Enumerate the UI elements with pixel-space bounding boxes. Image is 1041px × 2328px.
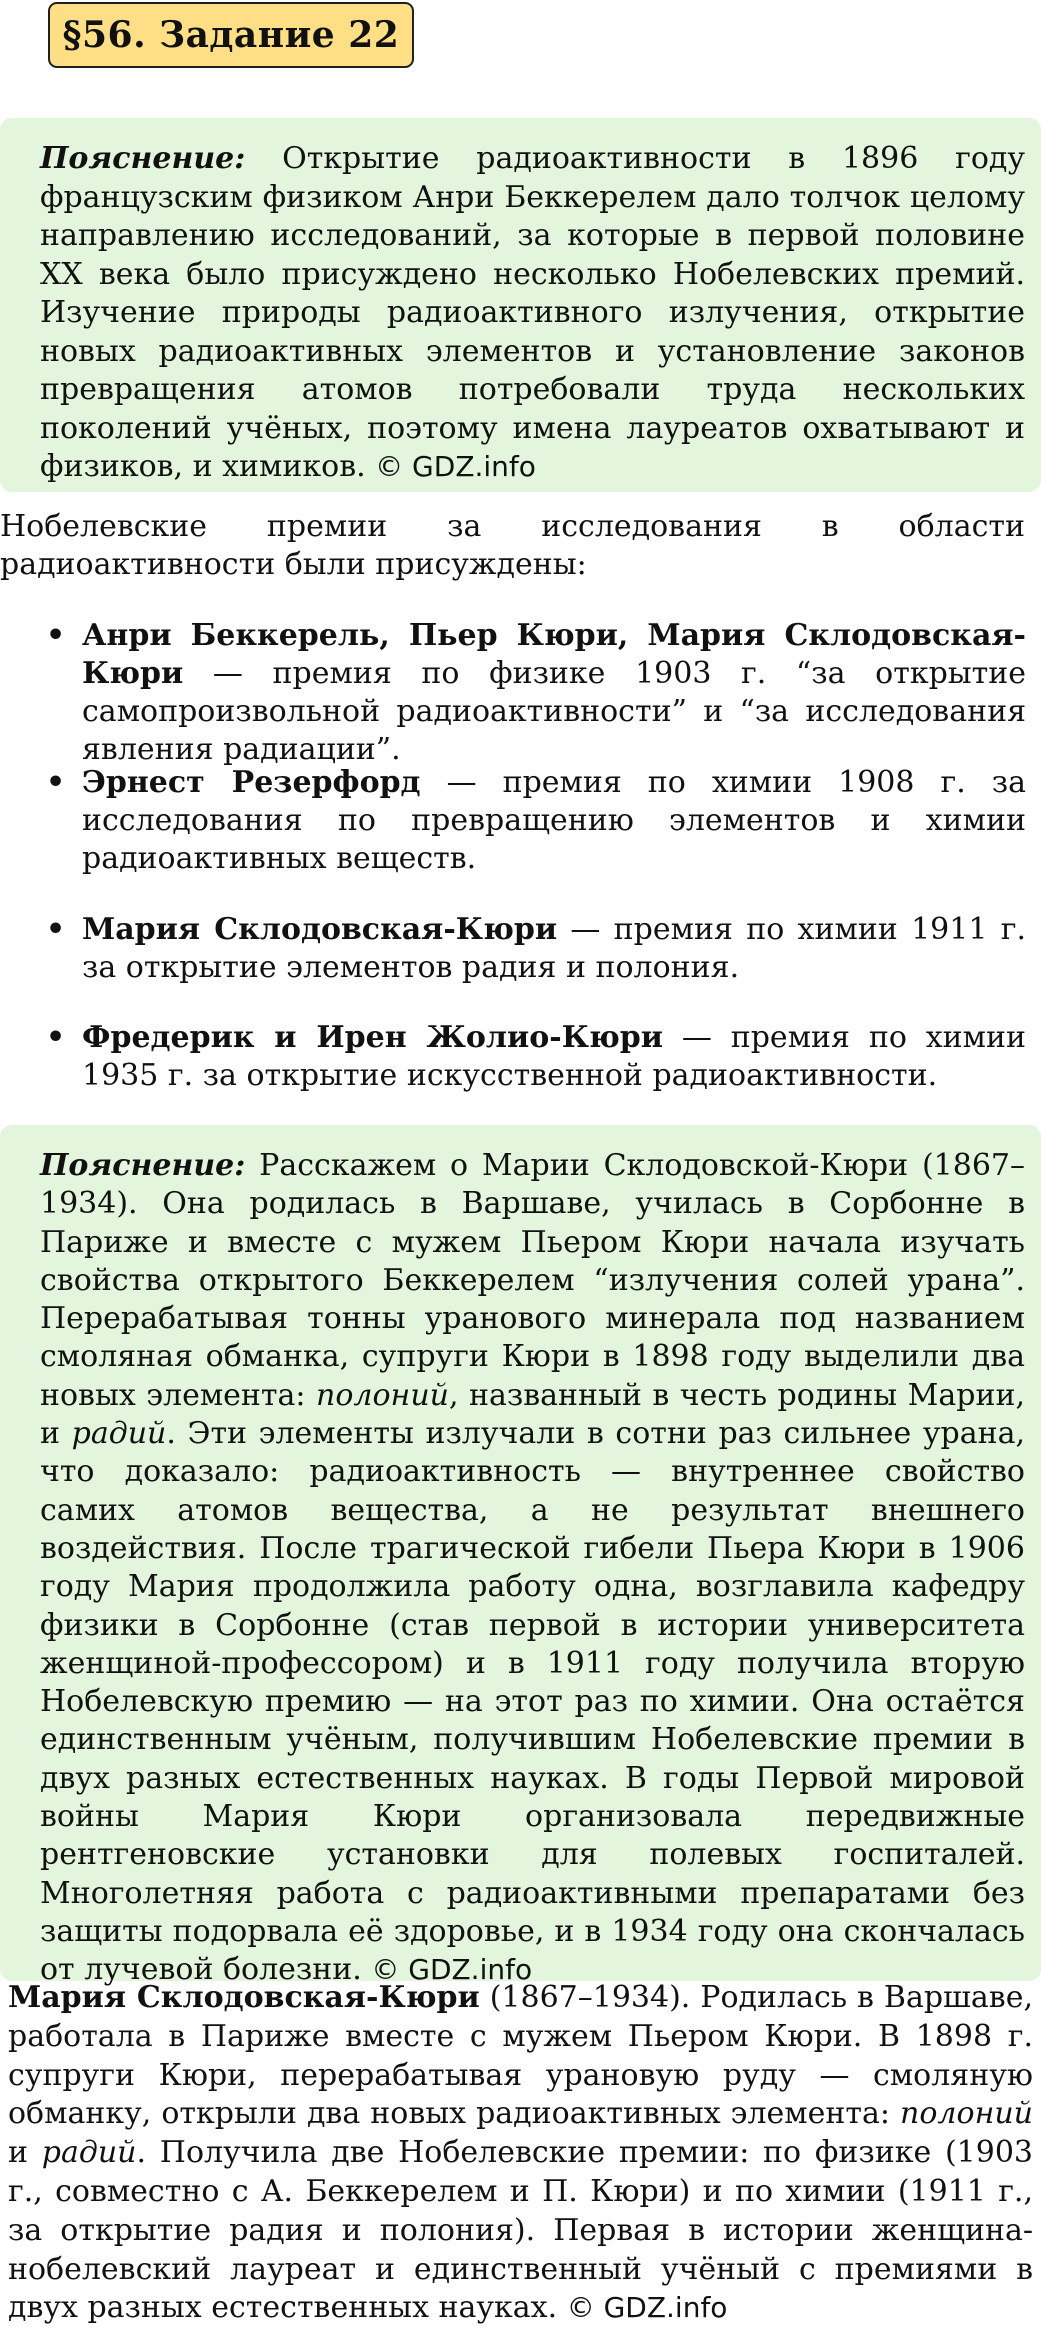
- answer-text-b: и: [8, 2135, 42, 2171]
- page-title: §56. Задание 22: [48, 2, 414, 68]
- copyright-mark: © GDZ.info: [375, 450, 536, 483]
- prize-description: — премия по физике 1903 г. “за открытие самопроизвольной радиоактивности” и “за исследования явления радиации”.: [82, 656, 1026, 767]
- intro-paragraph: Нобелевские премии за исследования в области радиоактивности были присуждены:: [0, 509, 1025, 582]
- copyright-mark: © GDZ.info: [371, 1953, 533, 1987]
- answer-name: Мария Склодовская-Кюри: [8, 1980, 480, 2015]
- explanation-box-2: [0, 1125, 1041, 1988]
- prize-description: — премия по химии 1935 г. за открытие искусственной радиоактивности.: [82, 1020, 1026, 1093]
- explanation-text: Открытие радиоактивности в 1896 году французским физиком Анри Беккерелем дало толчок целому направлению исследований, за которые в первой половине XX века было присуждено несколько Нобелевских премий. Изучение природы радиоактивного излучения, открытие новых радиоактивных элементов и установление законов превращения атомов потребовали труда нескольких поколений учёных, поэтому имена лауреатов охватывают и физиков, и химиков.: [40, 141, 1025, 484]
- prize-description: — премия по химии 1908 г. за исследования по превращению элементов и химии радиоактивных веществ.: [82, 765, 1027, 876]
- term-radium: радий: [41, 2135, 137, 2171]
- explanation-paragraph-1: [40, 140, 1025, 487]
- term-polonium: полоний: [316, 1377, 449, 1413]
- answer-paragraph: [8, 1979, 1033, 2328]
- prize-description: — премия по химии 1911 г. за открытие элементов радия и полония.: [82, 912, 1026, 985]
- bullet-mark: •: [46, 912, 66, 947]
- explanation-paragraph-2: [40, 1147, 1025, 1990]
- answer-text-c: . Получила две Нобелевские премии: по физике (1903 г., совместно с А. Беккерелем и П. Кюри) и по химии (1911 г., за открытие радия и полония). Первая в истории женщина-нобелевский лауреат и единственный учёный с премиями в двух разных естественных науках.: [8, 2135, 1033, 2326]
- explanation-text-c: . Эти элементы излучали в сотни раз сильнее урана, что доказало: радиоактивность — внутреннее свойство самих атомов вещества, а не результат внешнего воздействия. После трагической гибели Пьера Кюри в 1906 году Мария продолжила работу одна, возглавила кафедру физики в Сорбонне (став первой в истории университета женщиной-профессором) и в 1911 году получила вторую Нобелевскую премию — на этот раз по химии. Она остаётся единственным учёным, получившим Нобелевские премии в двух разных естественных науках. В годы Первой мировой войны Мария Кюри организовала передвижные рентгеновские установки для полевых госпиталей. Многолетняя работа с радиоактивными препаратами без защиты подорвала её здоровье, и в 1934 году она скончалась от лучевой болезни.: [40, 1416, 1025, 1988]
- explanation-lead: Пояснение:: [40, 141, 246, 176]
- bullet-mark: •: [46, 765, 66, 800]
- explanation-text-a: Расскажем о Марии Склодовской-Кюри (1867–1934). Она родилась в Варшаве, училась в Сорбонне в Париже и вместе с мужем Пьером Кюри начала изучать свойства открытого Беккерелем “излучения солей урана”. Перерабатывая тонны уранового минерала под названием смоляная обманка, супруги Кюри в 1898 году выделили два новых элемента:: [40, 1148, 1025, 1413]
- laureate-name: Эрнест Резерфорд: [82, 765, 421, 800]
- laureate-name: Мария Склодовская-Кюри: [82, 912, 558, 947]
- explanation-text-b: , названный в честь родины Марии, и: [40, 1377, 1025, 1452]
- explanation-box-1: [0, 118, 1041, 492]
- copyright-mark: © GDZ.info: [566, 2291, 728, 2325]
- answer-text-a: (1867–1934). Родилась в Варшаве, работала в Париже вместе с мужем Пьером Кюри. В 1898 г. супруги Кюри, перерабатывая урановую руду — смоляную обманку, открыли два новых радиоактивных элемента:: [8, 1980, 1033, 2132]
- bullet-mark: •: [46, 1020, 66, 1055]
- laureate-name: Фредерик и Ирен Жолио-Кюри: [82, 1020, 663, 1055]
- laureate-name: Анри Беккерель, Пьер Кюри, Мария Склодовская-Кюри: [82, 618, 1026, 691]
- explanation-lead: Пояснение:: [40, 1148, 246, 1183]
- term-radium: радий: [71, 1416, 167, 1452]
- term-polonium: полоний: [900, 2096, 1033, 2132]
- bullet-mark: •: [46, 618, 66, 653]
